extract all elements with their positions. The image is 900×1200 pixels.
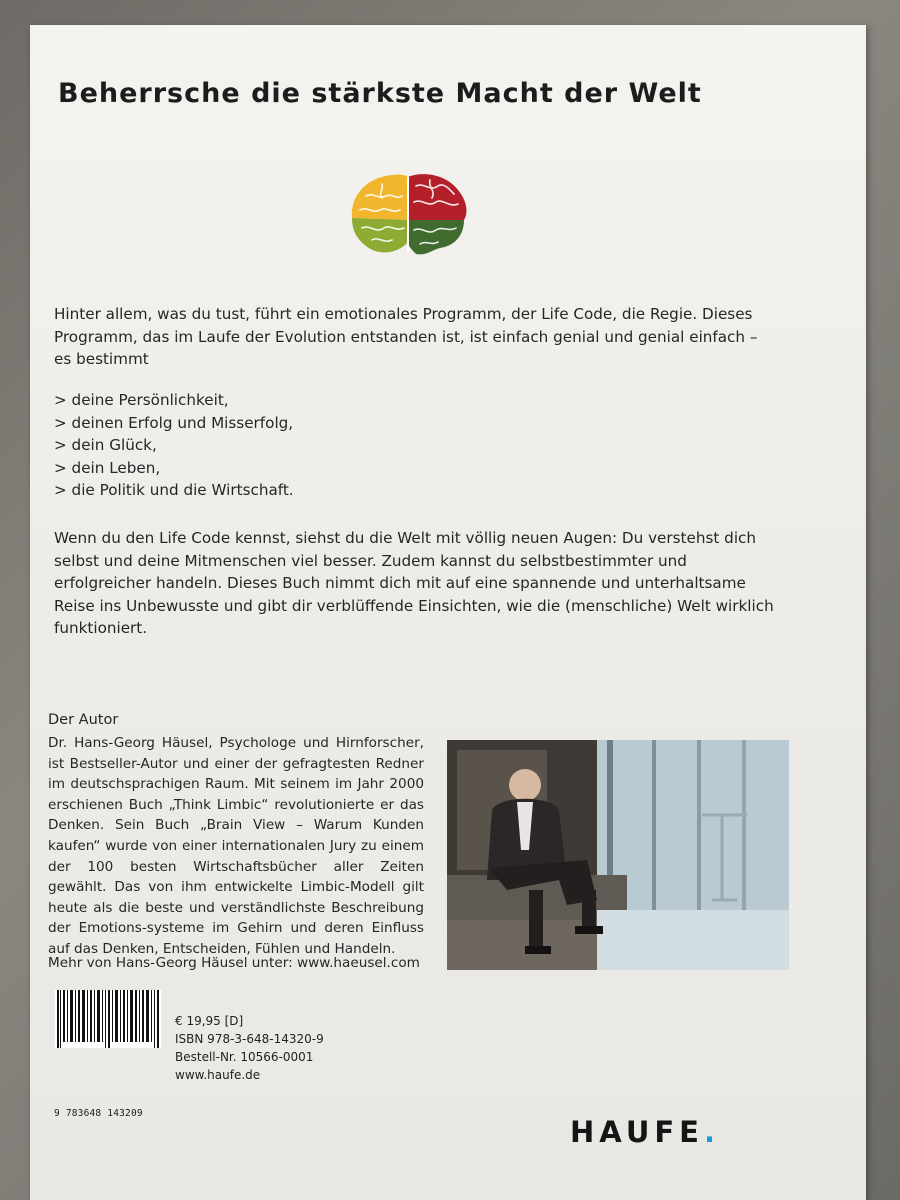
bullet-list: [54, 389, 554, 502]
author-heading: Der Autor: [48, 712, 119, 728]
intro-paragraph: Hinter allem, was du tust, führt ein emotionales Programm, der Life Code, die Regie. Dieses Programm, das im Laufe der Evolution entstanden ist, ist einfach genial und genial einfach – es bestimmt: [54, 305, 758, 368]
order-number: Bestell-Nr. 10566-0001: [175, 1050, 314, 1064]
price: € 19,95 [D]: [175, 1014, 244, 1028]
list-item: > deine Persönlichkeit,: [54, 391, 229, 409]
publisher-logo-text: HAUFE: [570, 1115, 704, 1149]
isbn: ISBN 978-3-648-14320-9: [175, 1032, 324, 1046]
barcode: [55, 990, 161, 1048]
list-item: > deinen Erfolg und Misserfolg,: [54, 413, 294, 432]
list-item: > dein Glück,: [54, 436, 157, 454]
list-item: > die Politik und die Wirtschaft.: [54, 481, 294, 499]
cover-title: Beherrsche die stärkste Macht der Welt: [58, 78, 702, 109]
brain-icon: [346, 166, 470, 278]
brain-temporal-lobe: [352, 218, 408, 252]
description-paragraph: Wenn du den Life Code kennst, siehst du die Welt mit völlig neuen Augen: Du verstehst dich selbst und deine Mitmenschen viel besser. Zudem kannst du selbstbestimmter und erfolgreicher handeln. Dieses Buch nimmt dich mit auf eine spannende und unterhaltsame Reise ins Unbewusste und gibt dir verblüffende Einsichten, wie die (menschliche) Welt wirklich funktioniert.: [54, 529, 774, 637]
brain-parietal-lobe: [408, 174, 466, 220]
author-photo-scene: [447, 740, 789, 970]
brain-occipital-lobe: [408, 220, 464, 254]
barcode-number: 9 783648 143209: [54, 1108, 143, 1119]
author-website: Mehr von Hans-Georg Häusel unter: www.haeusel.com: [48, 955, 420, 971]
publisher-website: www.haufe.de: [175, 1068, 261, 1082]
list-item: > dein Leben,: [54, 458, 161, 477]
barcode-bars: [55, 990, 161, 1048]
author-bio: Dr. Hans-Georg Häusel, Psychologe und Hirnforscher, ist Bestseller-Autor und einer der gefragtesten Redner im deutschsprachigen Raum. Mit seinem im Jahr 2000 erschienen Buch „Think Limbic“ revolutionierte er das Denken. Sein Buch „Brain View – Warum Kunden kaufen“ wurde von einer internationalen Jury zu einem der 100 besten Wirtschaftsbücher aller Zeiten gewählt. Das von ihm entwickelte Limbic-Modell gilt heute als die beste und verständlichste Beschreibung der Emotions-systeme im Gehirn und deren Einfluss auf das Denken, Entscheiden, Fühlen und Handeln.: [48, 735, 424, 957]
logo-dot-icon: .: [704, 1115, 716, 1149]
author-photo: [447, 740, 789, 970]
price-isbn-block: [175, 1012, 324, 1084]
publisher-logo: [570, 1115, 715, 1149]
